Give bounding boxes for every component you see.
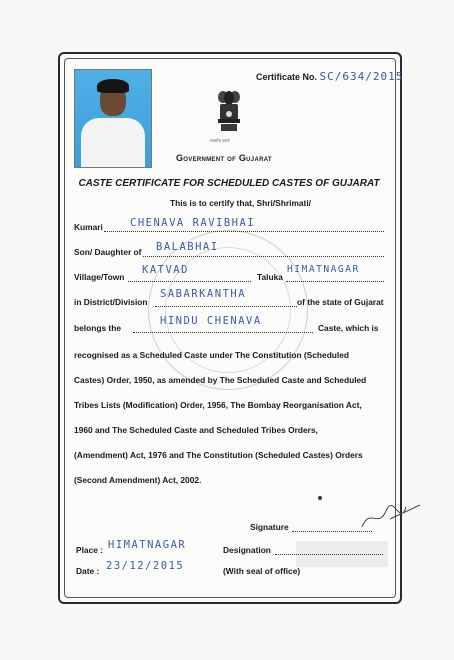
- signature-label: Signature: [250, 522, 289, 532]
- certificate-number: [256, 70, 403, 83]
- village-value: KATVAD: [142, 264, 189, 276]
- seal-note: (With seal of office): [223, 566, 301, 576]
- place-label: Place :: [76, 545, 104, 555]
- photo-hair: [97, 79, 129, 93]
- body-line-2: Castes) Order, 1950, as amended by The Scheduled Caste and Scheduled: [74, 375, 367, 385]
- son-daughter-label: Son/ Daughter of: [74, 247, 142, 257]
- signature-scrawl: [360, 497, 430, 537]
- district-label: in District/Division: [74, 297, 148, 307]
- district-tail: of the state of Gujarat: [297, 297, 384, 307]
- applicant-photo: [74, 69, 152, 168]
- taluka-dotted-line: [286, 281, 384, 282]
- certify-line: This is to certify that, Shri/Shrimati/: [170, 198, 312, 208]
- village-dotted-line: [128, 281, 251, 282]
- belongs-dotted-line: [133, 332, 313, 333]
- place-value: HIMATNAGAR: [108, 539, 187, 551]
- photo-shirt: [81, 118, 145, 168]
- date-label: Date :: [76, 566, 100, 576]
- certificate-number-label: Certificate No.: [256, 72, 318, 82]
- son-dotted-line: [143, 256, 384, 257]
- body-line-6: (Second Amendment) Act, 2002.: [74, 475, 202, 485]
- kumari-dotted-line: [104, 231, 384, 232]
- taluka-label: Taluka: [257, 272, 283, 282]
- national-emblem-icon: [216, 89, 242, 133]
- date-value: 23/12/2015: [106, 560, 185, 572]
- certificate-title: CASTE CERTIFICATE FOR SCHEDULED CASTES OF GUJARAT: [78, 178, 380, 189]
- village-label: Village/Town: [74, 272, 125, 282]
- ink-dot: [318, 496, 322, 500]
- body-line-1: recognised as a Scheduled Caste under The Constitution (Scheduled: [74, 350, 350, 360]
- son-daughter-value: BALABHAI: [156, 241, 219, 253]
- emblem-caption: सत्यमेव जयते: [210, 138, 230, 143]
- body-line-4: 1960 and The Scheduled Caste and Scheduled Tribes Orders,: [74, 425, 318, 435]
- district-value: SABARKANTHA: [160, 288, 247, 300]
- certificate-number-value: SC/634/2015: [319, 70, 404, 83]
- designation-dotted-line: [275, 554, 383, 555]
- watermark-seal: [148, 230, 308, 390]
- body-line-5: (Amendment) Act, 1976 and The Constitution (Scheduled Castes) Orders: [74, 450, 363, 460]
- district-dotted-line: [155, 306, 297, 307]
- belongs-label: belongs the: [74, 323, 121, 333]
- belongs-tail: Caste, which is: [318, 323, 379, 333]
- kumari-label: Kumari: [74, 222, 103, 232]
- body-line-3: Tribes Lists (Modification) Order, 1956, The Bombay Reorganisation Act,: [74, 400, 362, 410]
- government-heading: Government of Gujarat: [176, 153, 272, 163]
- taluka-value: HIMATNAGAR: [287, 264, 360, 275]
- kumari-value: CHENAVA RAVIBHAI: [130, 217, 256, 229]
- belongs-value: HINDU CHENAVA: [160, 315, 262, 327]
- designation-label: Designation: [223, 545, 271, 555]
